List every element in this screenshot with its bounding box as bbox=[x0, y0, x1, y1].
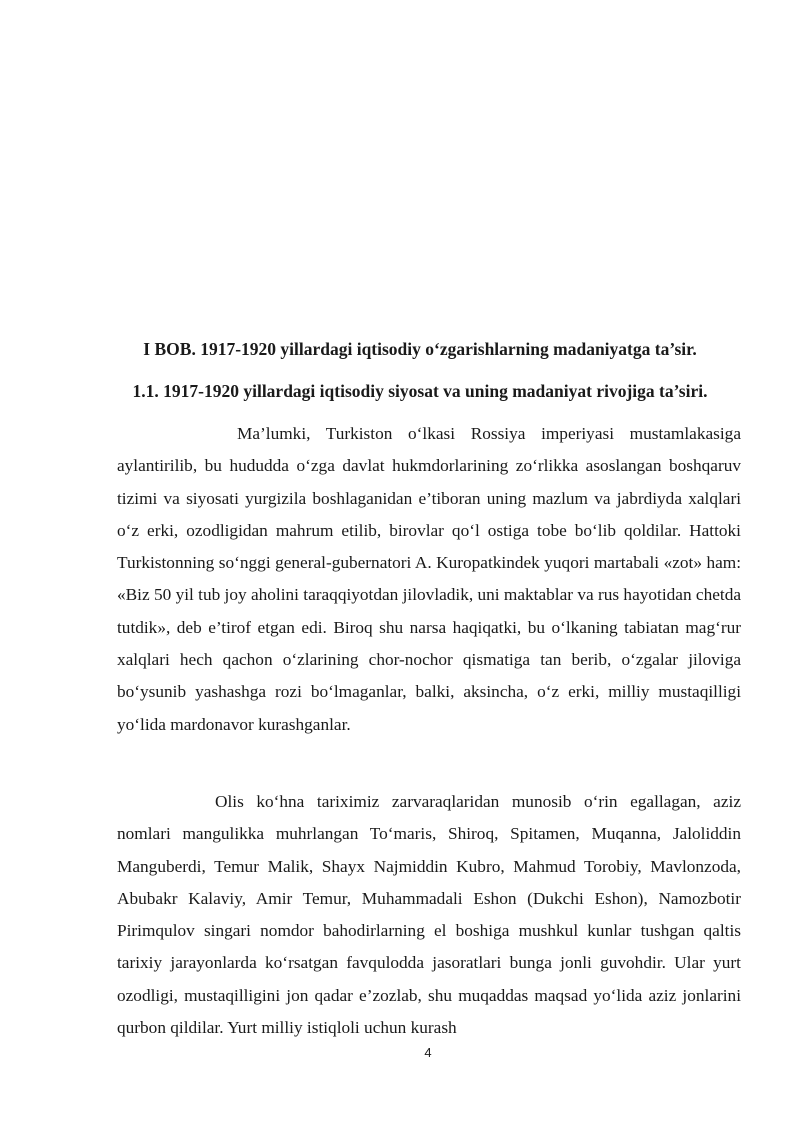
body-paragraph-1: Ma’lumki, Turkiston o‘lkasi Rossiya imperiyasi mustamlakasiga aylantirilib, bu hududda o‘zga davlat hukmdorlarining zo‘rlikka asoslangan boshqaruv tizimi va siyosati yurgizila boshlaganidan e’tiboran uning mazlum va jabrdiyda xalqlari o‘z erki, ozodligidan mahrum etilib, birovlar qo‘l ostiga tobe bo‘lib qoldilar. Hattoki Turkistonning so‘nggi general-gubernatori A. Kuropatkindek yuqori martabali «zot» ham: «Biz 50 yil tub joy aholini taraqqiyotdan jilovladik, uni maktablar va rus hayotidan chetda tutdik», deb e’tirof etgan edi. Biroq shu narsa haqiqatki, bu o‘lkaning tabiatan mag‘rur xalqlari hech qachon o‘zlarining chor-nochor qismatiga tan berib, o‘zgalar jiloviga bo‘ysunib yashashga rozi bo‘lmaganlar, balki, aksincha, o‘z erki, milliy mustaqilligi yo‘lida mardonavor kurashganlar. bbox=[117, 424, 741, 734]
page-number: 4 bbox=[424, 1045, 432, 1060]
section-title: 1.1. 1917-1920 yillardagi iqtisodiy siyosat va uning madaniyat rivojiga ta’siri. bbox=[132, 381, 708, 401]
chapter-title: I BOB. 1917-1920 yillardagi iqtisodiy o‘zgarishlarning madaniyatga ta’sir. bbox=[143, 339, 697, 359]
body-paragraph-2: Olis ko‘hna tariximiz zarvaraqlaridan munosib o‘rin egallagan, aziz nomlari mangulikka muhrlangan To‘maris, Shiroq, Spitamen, Muqanna, Jaloliddin Manguberdi, Temur Malik, Shayx Najmiddin Kubro, Mahmud Torobiy, Mavlonzoda, Abubakr Kalaviy, Amir Temur, Muhammadali Eshon (Dukchi Eshon), Namozbotir Pirimqulov singari nomdor bahodirlarning el boshiga mushkul kunlar tushgan qaltis tarixiy jarayonlarda ko‘rsatgan favqulodda jasoratlari bunga jonli guvohdir. Ular yurt ozodligi, mustaqilligini jon qadar e’zozlab, shu muqaddas maqsad yo‘lida aziz jonlarini qurbon qildilar. Yurt milliy istiqloli uchun kurash bbox=[117, 792, 741, 1038]
